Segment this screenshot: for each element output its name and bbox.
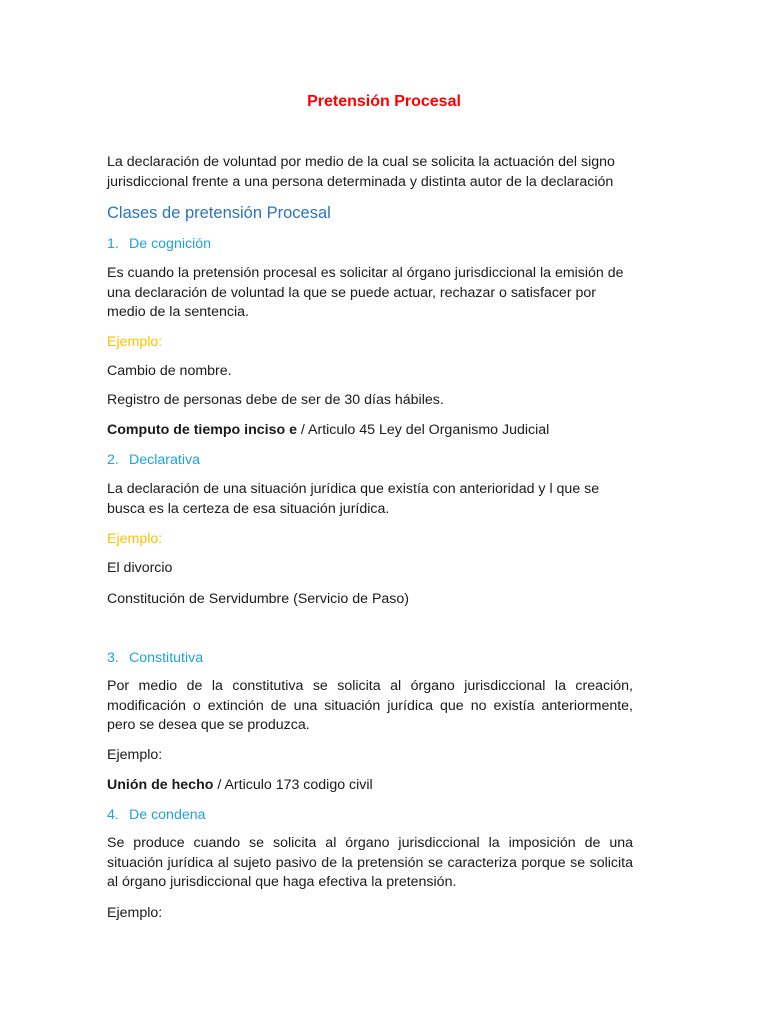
item-1-label: De cognición	[129, 236, 212, 252]
item-2-heading	[107, 450, 200, 470]
item-2-description: La declaración de una situación jurídica que existía con anterioridad y l que se busca es la certeza de esa situación jurídica.	[107, 481, 600, 517]
item-3-reference-rest: / Articulo 173 codigo civil	[213, 777, 373, 793]
item-2-example-line-2: Constitución de Servidumbre (Servicio de Paso)	[107, 591, 410, 607]
item-3-heading	[107, 648, 203, 668]
item-3-example-label: Ejemplo:	[107, 747, 163, 763]
item-4-description: Se produce cuando se solicita al órgano jurisdiccional la imposición de una situación jurídica al sujeto pasivo de la pretensión se caracteriza porque se solicita al órgano jurisdiccional que haga efectiva la pretensión.	[107, 835, 633, 891]
section-heading: Clases de pretensión Procesal	[107, 204, 331, 222]
item-1-description: Es cuando la pretensión procesal es solicitar al órgano jurisdiccional la emisión de una declaración de voluntad la que se puede actuar, rechazar o satisfacer por medio de la sentencia.	[107, 265, 624, 321]
document-title: Pretensión Procesal	[307, 93, 461, 110]
intro-paragraph: La declaración de voluntad por medio de la cual se solicita la actuación del signo jurisdiccional frente a una persona determinada y distinta autor de la declaración	[107, 154, 615, 190]
item-3-number: 3.	[107, 650, 119, 666]
item-3-reference-bold: Unión de hecho	[107, 777, 214, 793]
item-1-example-label: Ejemplo:	[107, 334, 163, 350]
item-4-label: De condena	[129, 807, 206, 823]
item-1-heading	[107, 234, 211, 254]
item-1-reference-rest: / Articulo 45 Ley del Organismo Judicial	[296, 422, 550, 438]
item-4-number: 4.	[107, 807, 119, 823]
item-3-reference	[107, 776, 633, 796]
item-2-number: 2.	[107, 452, 119, 468]
item-1-example-line-1: Cambio de nombre.	[107, 363, 232, 379]
item-1-reference-bold: Computo de tiempo inciso e	[107, 422, 297, 438]
item-2-example-label: Ejemplo:	[107, 531, 163, 547]
item-1-number: 1.	[107, 236, 119, 252]
item-3-label: Constitutiva	[129, 650, 204, 666]
item-1-reference	[107, 421, 633, 441]
item-3-description: Por medio de la constitutiva se solicita al órgano jurisdiccional la creación, modificación o extinción de una situación jurídica que no existía anteriormente, pero se desea que se produzca.	[107, 678, 633, 734]
item-4-heading	[107, 805, 206, 825]
item-4-example-label: Ejemplo:	[107, 905, 163, 921]
item-1-example-line-2: Registro de personas debe de ser de 30 días hábiles.	[107, 392, 444, 408]
item-2-example-line-1: El divorcio	[107, 560, 173, 576]
item-2-label: Declarativa	[129, 452, 200, 468]
